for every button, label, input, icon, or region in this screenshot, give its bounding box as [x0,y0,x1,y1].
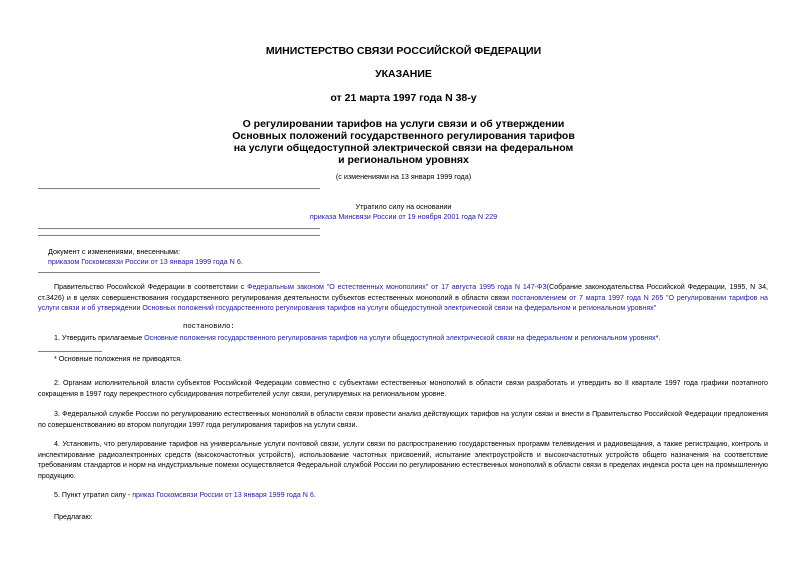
item-2: 2. Органам исполнительной власти субъектов Российской Федерации совместно с субъектами естественных монополий в области связи разработать и утвердить во II квартале 1997 года графики поэтапного сокращения в 1997 году перекрестного субсидирования потребителей услуг связи, регулируемых на региональном уровне. [38,379,768,398]
footnote-divider [38,351,102,352]
item-3: 3. Федеральной службе России по регулированию естественных монополий в области связи провести анализ действующих тарифов на услуги связи и внести в Правительство Российской Федерации предложения по совершенствованию во втором полугодии 1997 года регулирования тарифов на услуги связи. [38,410,768,429]
basic-provisions-link[interactable]: Основные положения государственного регулирования тарифов на услуги общедоступной электрической связи на федеральном и региональном уровнях [144,334,656,342]
title-line: Основных положений государственного регулирования тарифов [232,130,575,142]
document-title [0,118,807,166]
ministry-heading: МИНИСТЕРСТВО СВЯЗИ РОССИЙСКОЙ ФЕДЕРАЦИИ [265,45,542,57]
revision-text: Документ с изменениями, внесенными: [48,247,180,256]
amendments-note: (с изменениями на 13 января 1999 года) [335,172,472,181]
federal-law-link[interactable]: Федеральным законом "О естественных монополиях" от 17 августа 1995 года N 147-ФЗ [247,283,547,291]
item-5: 5. Пункт утратил силу - приказ Госкомсвязи России от 13 января 1999 года N 6. [54,491,316,499]
title-line: на услуги общедоступной электрической связи на федеральном [233,142,574,154]
expired-link[interactable]: приказа Минсвязи России от 19 ноября 2001 года N 229 [309,212,498,221]
preamble-paragraph: Правительство Российской Федерации в соответствии с Федеральным законом "О естественных монополиях" от 17 августа 1995 года N 147-ФЗ(Собрание законодательства Российской Федерации, 1995, N 34, ст.3426) и в целях совершенствования государственного регулирования деятельности субъектов естественных монополий в области связи постановлением от 7 марта 1997 года N 265 "О регулировании тарифов на услуги связи и об утверждении Основных положений государственного регулирования тарифов на услуги общедоступной электрической связи на федеральном и региональном уровнях" [38,283,768,313]
divider [38,188,320,189]
expired-text: Утратило силу на основании [355,202,452,211]
title-line: и региональном уровнях [338,154,469,166]
resolved-label: постановило: [183,323,235,331]
propose-text: Предлагаю: [54,513,93,521]
footnote: * Основные положения не приводятся. [54,355,183,363]
doc-type-heading: УКАЗАНИЕ [375,68,432,80]
revision-link[interactable]: приказом Госкомсвязи России от 13 января 1999 года N 6. [48,257,243,266]
date-number: от 21 марта 1997 года N 38-у [330,92,477,104]
resolution-link[interactable]: постановлением от 7 марта 1997 года N 265 "О регулировании тарифов на услуги связи и об утверждении Основных положений государственного регулирования тарифов на услуги общедоступной электрической связи на федеральном и региональном уровнях" [38,293,768,313]
item5-link[interactable]: приказ Госкомсвязи России от 13 января 1999 года N 6 [132,491,314,499]
divider [38,235,320,236]
divider [38,272,320,273]
title-line: О регулировании тарифов на услуги связи и об утверждении [242,118,565,130]
item-1: 1. Утвердить прилагаемые Основные положения государственного регулирования тарифов на услуги общедоступной электрической связи на федеральном и региональном уровнях*. [54,334,661,342]
divider [38,228,320,229]
item-4: 4. Установить, что регулирование тарифов на универсальные услуги почтовой связи, услуги связи по распространению государственных программ телевидения и радиовещания, а также регистрацию, контроль и инспектирование радиоэлектронных средств (высокочастотных устройств), использование частотных присвоений, испытание электроустройств и высокочастотных устройств общего назначения на соответствие требованиям стандартов и норм на индустриальные помехи осуществляется Федеральной службой России по регулированию естественных монополий в области связи в пределах индекса роста цен на промышленную продукцию. [38,440,768,480]
